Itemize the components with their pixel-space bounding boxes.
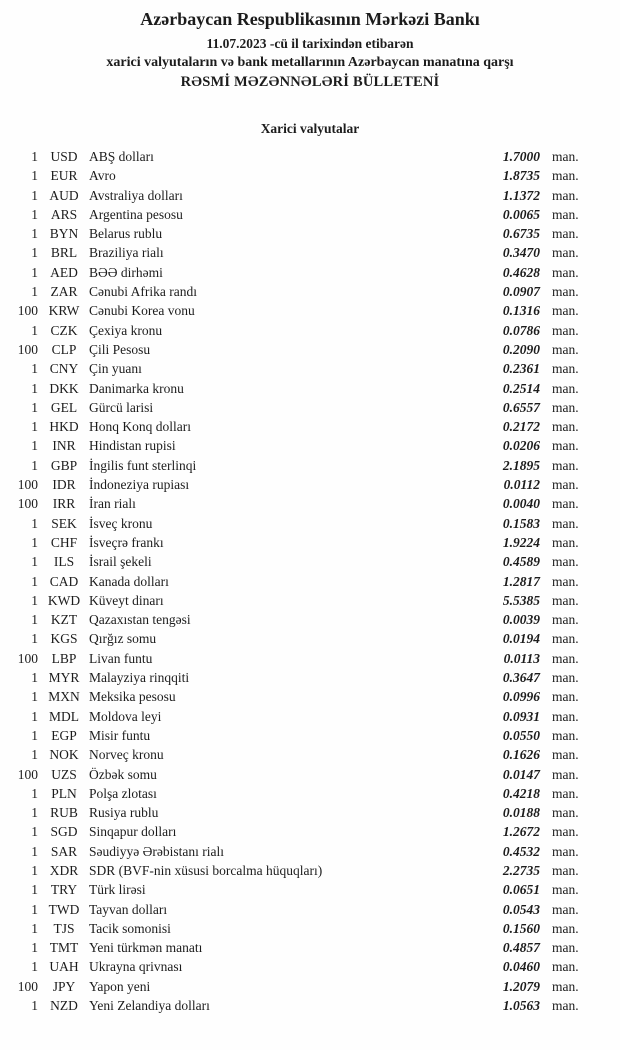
currency-code: KWD xyxy=(47,592,81,608)
currency-unit-label: man. xyxy=(552,168,579,184)
rate-row xyxy=(0,996,590,1015)
rate-row xyxy=(0,668,590,687)
currency-unit-label: man. xyxy=(552,650,579,666)
currency-rate: 0.1560 xyxy=(502,920,540,936)
rates-table xyxy=(0,147,620,1015)
bank-title: Azərbaycan Respublikasının Mərkəzi Bankı xyxy=(140,9,480,29)
currency-name: Misir funtu xyxy=(89,727,151,743)
currency-unit-label: man. xyxy=(552,245,579,261)
currency-unit-label: man. xyxy=(552,805,579,821)
currency-quantity: 1 xyxy=(31,245,38,261)
currency-quantity: 1 xyxy=(31,785,38,801)
effective-date-line: 11.07.2023 -cü il tarixindən etibarən xyxy=(206,36,414,51)
currency-unit-label: man. xyxy=(552,766,579,782)
currency-quantity: 1 xyxy=(31,940,38,956)
currency-code: TWD xyxy=(48,901,80,917)
currency-quantity: 1 xyxy=(31,959,38,975)
rate-row xyxy=(0,880,590,899)
currency-name: Tacik somonisi xyxy=(89,920,171,936)
currency-code: USD xyxy=(50,149,78,164)
currency-quantity: 1 xyxy=(31,824,38,840)
currency-code: KZT xyxy=(50,612,78,628)
currency-unit-label: man. xyxy=(552,554,579,570)
currency-unit-label: man. xyxy=(552,187,579,203)
rate-row xyxy=(0,842,590,861)
currency-unit-label: man. xyxy=(552,978,579,994)
currency-code: SEK xyxy=(51,515,77,531)
currency-unit-label: man. xyxy=(552,206,579,222)
currency-unit-label: man. xyxy=(552,341,579,357)
rate-row xyxy=(0,610,590,629)
currency-name: Yeni türkmən manatı xyxy=(89,940,203,956)
currency-name: Səudiyyə Ərəbistanı rialı xyxy=(89,843,224,859)
currency-unit-label: man. xyxy=(552,226,579,242)
currency-unit-label: man. xyxy=(552,573,579,589)
currency-quantity: 1 xyxy=(31,843,38,859)
rate-row xyxy=(0,957,590,976)
currency-code: UZS xyxy=(51,766,77,782)
currency-rate: 1.2817 xyxy=(502,573,540,589)
currency-code: DKK xyxy=(49,380,79,396)
rate-row xyxy=(0,205,590,224)
currency-name: Polşa zlotası xyxy=(89,785,157,801)
currency-code: GEL xyxy=(50,399,78,415)
currency-rate: 1.2079 xyxy=(502,978,540,994)
rate-row xyxy=(0,552,590,571)
currency-code: EGP xyxy=(51,727,77,743)
currency-unit-label: man. xyxy=(552,785,579,801)
currency-unit-label: man. xyxy=(552,998,579,1014)
currency-rate: 0.0543 xyxy=(502,901,540,917)
currency-unit-label: man. xyxy=(552,477,579,493)
currency-rate: 1.8735 xyxy=(502,168,540,184)
currency-unit-label: man. xyxy=(552,149,579,164)
rate-row xyxy=(0,765,590,784)
currency-name: BƏƏ dirhəmi xyxy=(89,264,163,280)
currency-code: AED xyxy=(50,264,78,280)
currency-name: İndoneziya rupiası xyxy=(89,477,190,493)
currency-quantity: 1 xyxy=(31,534,38,550)
currency-rate: 0.1316 xyxy=(502,303,540,319)
rate-row xyxy=(0,803,590,822)
currency-name: Qırğız somu xyxy=(89,631,157,647)
currency-quantity: 1 xyxy=(31,901,38,917)
rate-row xyxy=(0,224,590,243)
rate-row xyxy=(0,282,590,301)
currency-name: Malayziya rinqqiti xyxy=(89,670,190,686)
currency-code: TMT xyxy=(49,940,79,956)
currency-code: IDR xyxy=(52,477,76,493)
currency-name: İran rialı xyxy=(89,496,136,512)
rate-row xyxy=(0,340,590,359)
currency-name: Kanada dolları xyxy=(89,573,169,589)
currency-code: IRR xyxy=(52,496,76,512)
rate-row xyxy=(0,494,590,513)
currency-name: Tayvan dolları xyxy=(89,901,168,917)
currency-code: MYR xyxy=(48,670,80,686)
rate-row xyxy=(0,456,590,475)
currency-quantity: 1 xyxy=(31,998,38,1014)
currency-unit-label: man. xyxy=(552,708,579,724)
currency-rate: 2.2735 xyxy=(502,862,540,878)
currency-code: CHF xyxy=(50,534,78,550)
currency-code: GBP xyxy=(50,457,78,473)
currency-name: Moldova leyi xyxy=(89,708,162,724)
currency-rate: 0.3470 xyxy=(502,245,540,261)
currency-name: Cənubi Korea vonu xyxy=(89,303,195,319)
currency-unit-label: man. xyxy=(552,940,579,956)
currency-code: BYN xyxy=(49,226,79,242)
currency-quantity: 1 xyxy=(31,727,38,743)
currency-code: PLN xyxy=(51,785,77,801)
currency-quantity: 1 xyxy=(31,168,38,184)
currency-name: Belarus rublu xyxy=(89,226,163,242)
currency-name: Qazaxıstan tengəsi xyxy=(89,612,191,628)
currency-quantity: 1 xyxy=(31,670,38,686)
currency-code: ZAR xyxy=(50,284,78,300)
rate-row xyxy=(0,726,590,745)
rate-row xyxy=(0,572,590,591)
currency-unit-label: man. xyxy=(552,959,579,975)
currency-name: Gürcü larisi xyxy=(89,399,154,415)
currency-name: Braziliya rialı xyxy=(89,245,164,261)
currency-rate: 0.4218 xyxy=(502,785,540,801)
currency-unit-label: man. xyxy=(552,882,579,898)
currency-quantity: 1 xyxy=(31,284,38,300)
rate-row xyxy=(0,977,590,996)
currency-name: Sinqapur dolları xyxy=(89,824,177,840)
currency-quantity: 1 xyxy=(31,399,38,415)
currency-code: AUD xyxy=(49,187,79,203)
rate-row xyxy=(0,417,590,436)
currency-name: Norveç kronu xyxy=(89,747,164,763)
currency-name: Çexiya kronu xyxy=(89,322,163,338)
currency-code: CNY xyxy=(49,361,79,377)
currency-code: UAH xyxy=(49,959,79,975)
rate-row xyxy=(0,629,590,648)
currency-rate: 1.2672 xyxy=(502,824,540,840)
currency-rate: 0.3647 xyxy=(502,670,540,686)
rate-row xyxy=(0,591,590,610)
currency-rate: 0.1583 xyxy=(502,515,540,531)
currency-name: Danimarka kronu xyxy=(89,380,184,396)
currency-quantity: 100 xyxy=(17,650,38,666)
currency-unit-label: man. xyxy=(552,515,579,531)
currency-name: İsrail şekeli xyxy=(89,554,152,570)
rate-row xyxy=(0,379,590,398)
currency-code: NZD xyxy=(50,998,78,1014)
currency-name: Cənubi Afrika randı xyxy=(89,284,197,300)
currency-code: CAD xyxy=(49,573,79,589)
currency-quantity: 1 xyxy=(31,592,38,608)
rate-row xyxy=(0,784,590,803)
currency-code: MXN xyxy=(48,689,80,705)
currency-quantity: 100 xyxy=(17,496,38,512)
currency-quantity: 1 xyxy=(31,631,38,647)
currency-name: SDR (BVF-nin xüsusi borcalma hüquqları) xyxy=(89,862,323,878)
currency-rate: 0.0786 xyxy=(502,322,540,338)
currency-rate: 0.2514 xyxy=(502,380,540,396)
currency-rate: 0.2361 xyxy=(502,361,540,377)
currency-rate: 0.2090 xyxy=(502,341,540,357)
currency-rate: 0.0040 xyxy=(502,496,540,512)
currency-rate: 0.0931 xyxy=(502,708,540,724)
rate-row xyxy=(0,398,590,417)
currency-name: Çin yuanı xyxy=(89,361,142,377)
currency-quantity: 1 xyxy=(31,149,38,164)
rate-row xyxy=(0,900,590,919)
currency-rate: 0.0112 xyxy=(503,477,540,493)
currency-quantity: 1 xyxy=(31,264,38,280)
currency-unit-label: man. xyxy=(552,612,579,628)
currency-rate: 5.5385 xyxy=(502,592,540,608)
currency-unit-label: man. xyxy=(552,380,579,396)
currency-rate: 0.0065 xyxy=(502,206,540,222)
currency-rate: 0.0188 xyxy=(502,805,540,821)
currency-code: JPY xyxy=(52,978,76,994)
bulletin-subtitle: xarici valyutaların və bank metallarının Azərbaycan manatına qarşı xyxy=(106,55,514,70)
currency-quantity: 1 xyxy=(31,805,38,821)
currency-unit-label: man. xyxy=(552,322,579,338)
rate-row xyxy=(0,745,590,764)
currency-unit-label: man. xyxy=(552,920,579,936)
currency-name: İsveçrə frankı xyxy=(89,534,164,550)
currency-name: Livan funtu xyxy=(89,650,153,666)
currency-unit-label: man. xyxy=(552,534,579,550)
currency-code: HKD xyxy=(49,419,79,435)
currency-quantity: 1 xyxy=(31,226,38,242)
currency-name: Meksika pesosu xyxy=(89,689,176,705)
bulletin-header xyxy=(0,0,620,93)
rate-row xyxy=(0,514,590,533)
currency-rate: 1.7000 xyxy=(502,149,540,164)
currency-code: CZK xyxy=(50,322,78,338)
currency-rate: 1.1372 xyxy=(502,187,540,203)
currency-rate: 0.0147 xyxy=(502,766,540,782)
currency-unit-label: man. xyxy=(552,496,579,512)
currency-unit-label: man. xyxy=(552,862,579,878)
currency-quantity: 1 xyxy=(31,612,38,628)
rate-row xyxy=(0,475,590,494)
currency-name: Avro xyxy=(89,168,116,184)
currency-unit-label: man. xyxy=(552,670,579,686)
rate-row xyxy=(0,147,590,166)
currency-code: MDL xyxy=(49,708,79,724)
currency-unit-label: man. xyxy=(552,824,579,840)
rate-row xyxy=(0,687,590,706)
rate-row xyxy=(0,243,590,262)
currency-code: TRY xyxy=(50,882,78,898)
currency-rate: 0.0460 xyxy=(502,959,540,975)
currency-rate: 0.4628 xyxy=(502,264,540,280)
currency-code: SAR xyxy=(50,843,78,859)
currency-unit-label: man. xyxy=(552,303,579,319)
currency-quantity: 1 xyxy=(31,689,38,705)
bulletin-name: RƏSMİ MƏZƏNNƏLƏRİ BÜLLETENİ xyxy=(180,74,440,90)
currency-name: Hindistan rupisi xyxy=(89,438,176,454)
rate-row xyxy=(0,707,590,726)
currency-unit-label: man. xyxy=(552,747,579,763)
currency-rate: 1.0563 xyxy=(502,998,540,1014)
currency-code: BRL xyxy=(50,245,78,261)
currency-unit-label: man. xyxy=(552,901,579,917)
currency-name: Yeni Zelandiya dolları xyxy=(89,998,210,1014)
currency-rate: 2.1895 xyxy=(502,457,540,473)
currency-code: LBP xyxy=(51,650,77,666)
rate-row xyxy=(0,861,590,880)
currency-unit-label: man. xyxy=(552,361,579,377)
currency-name: Küveyt dinarı xyxy=(89,592,164,608)
currency-name: Türk lirəsi xyxy=(89,882,146,898)
currency-quantity: 1 xyxy=(31,457,38,473)
currency-quantity: 1 xyxy=(31,419,38,435)
currency-rate: 0.2172 xyxy=(502,419,540,435)
currency-unit-label: man. xyxy=(552,284,579,300)
currency-quantity: 1 xyxy=(31,322,38,338)
currency-name: Rusiya rublu xyxy=(89,805,159,821)
currency-code: CLP xyxy=(51,341,77,357)
currency-name: Çili Pesosu xyxy=(89,341,151,357)
currency-name: ABŞ dolları xyxy=(89,149,154,164)
currency-rate: 0.4589 xyxy=(502,554,540,570)
currency-quantity: 1 xyxy=(31,380,38,396)
currency-name: Özbək somu xyxy=(89,766,157,782)
currency-quantity: 1 xyxy=(31,554,38,570)
currency-unit-label: man. xyxy=(552,438,579,454)
currency-quantity: 1 xyxy=(31,708,38,724)
rate-row xyxy=(0,436,590,455)
currency-quantity: 1 xyxy=(31,361,38,377)
currency-rate: 1.9224 xyxy=(502,534,540,550)
currency-quantity: 100 xyxy=(17,978,38,994)
currency-quantity: 1 xyxy=(31,438,38,454)
currency-quantity: 1 xyxy=(31,187,38,203)
currency-unit-label: man. xyxy=(552,631,579,647)
currency-unit-label: man. xyxy=(552,264,579,280)
currency-rate: 0.0996 xyxy=(502,689,540,705)
currency-rate: 0.0907 xyxy=(502,284,540,300)
rate-row xyxy=(0,649,590,668)
currency-unit-label: man. xyxy=(552,399,579,415)
currency-code: ARS xyxy=(50,206,78,222)
rate-row xyxy=(0,919,590,938)
currency-quantity: 1 xyxy=(31,573,38,589)
currency-quantity: 100 xyxy=(17,766,38,782)
currency-rate: 0.0194 xyxy=(502,631,540,647)
rate-row xyxy=(0,301,590,320)
currency-rate: 0.0206 xyxy=(502,438,540,454)
currency-code: SGD xyxy=(50,824,78,840)
currency-rate: 0.6557 xyxy=(502,399,540,415)
currency-name: İngilis funt sterlinqi xyxy=(89,457,197,473)
currency-unit-label: man. xyxy=(552,843,579,859)
currency-quantity: 100 xyxy=(17,303,38,319)
currency-code: KRW xyxy=(48,303,80,319)
rate-row xyxy=(0,533,590,552)
currency-name: Yapon yeni xyxy=(89,978,151,994)
currency-unit-label: man. xyxy=(552,419,579,435)
currency-code: XDR xyxy=(49,862,79,878)
currency-name: Ukrayna qrivnası xyxy=(89,959,183,975)
currency-code: NOK xyxy=(49,747,79,763)
currency-rate: 0.0039 xyxy=(502,612,540,628)
rate-row xyxy=(0,938,590,957)
rate-row xyxy=(0,822,590,841)
currency-unit-label: man. xyxy=(552,457,579,473)
currency-unit-label: man. xyxy=(552,689,579,705)
currency-unit-label: man. xyxy=(552,727,579,743)
currency-quantity: 1 xyxy=(31,747,38,763)
rate-row xyxy=(0,263,590,282)
currency-rate: 0.6735 xyxy=(502,226,540,242)
currency-code: INR xyxy=(52,438,76,454)
currency-quantity: 1 xyxy=(31,920,38,936)
currency-code: RUB xyxy=(50,805,78,821)
currency-quantity: 100 xyxy=(17,341,38,357)
currency-name: Honq Konq dolları xyxy=(89,419,191,435)
currency-name: Avstraliya dolları xyxy=(89,187,183,203)
currency-quantity: 1 xyxy=(31,882,38,898)
currency-quantity: 1 xyxy=(31,206,38,222)
rate-row xyxy=(0,321,590,340)
currency-code: ILS xyxy=(53,554,75,570)
currency-rate: 0.0651 xyxy=(502,882,540,898)
currency-rate: 0.4857 xyxy=(502,940,540,956)
currency-quantity: 1 xyxy=(31,862,38,878)
currency-name: Argentina pesosu xyxy=(89,206,183,222)
section-title-foreign-currencies: Xarici valyutalar xyxy=(260,121,360,136)
currency-rate: 0.0113 xyxy=(503,650,540,666)
rate-row xyxy=(0,166,590,185)
currency-code: KGS xyxy=(50,631,78,647)
currency-name: İsveç kronu xyxy=(89,515,153,531)
currency-rate: 0.4532 xyxy=(502,843,540,859)
currency-quantity: 100 xyxy=(17,477,38,493)
currency-rate: 0.1626 xyxy=(502,747,540,763)
rate-row xyxy=(0,359,590,378)
currency-unit-label: man. xyxy=(552,592,579,608)
rate-row xyxy=(0,186,590,205)
currency-rate: 0.0550 xyxy=(502,727,540,743)
currency-code: EUR xyxy=(50,168,78,184)
currency-code: TJS xyxy=(53,920,75,936)
currency-quantity: 1 xyxy=(31,515,38,531)
